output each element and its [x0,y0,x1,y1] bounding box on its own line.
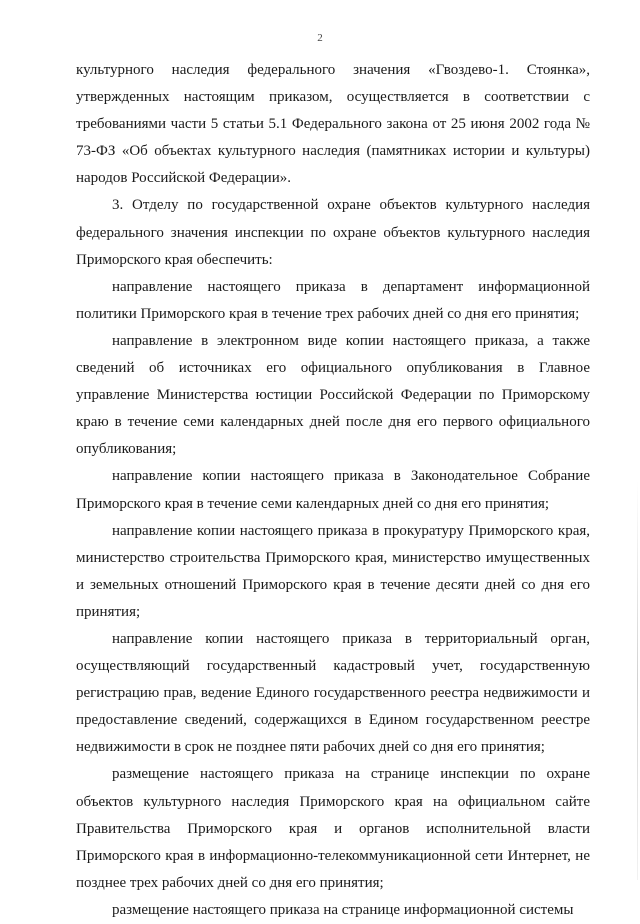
paragraph-item-3: 3. Отделу по государственной охране объектов культурного наследия федерального значения инспекции по охране объектов культурного наследия Приморского края обеспечить: [76,197,590,268]
paragraph-posting-info-system: размещение настоящего приказа на странице информационной системы [112,901,574,918]
paragraph-posting-official-site: размещение настоящего приказа на странице инспекции по охране объектов культурного наследия Приморского края на официальном сайте Правительства Приморского края и органов исполнительной власти Приморского края в информационно-телекоммуникационной сети Интернет, не позднее трех рабочих дней со дня его принятия; [76,766,590,891]
page-number: 2 [317,32,323,44]
document-body [76,57,590,924]
paragraph-sending-justice-ministry: направление в электронном виде копии настоящего приказа, а также сведений об источниках его официального опубликования в Главное управление Министерства юстиции Российской Федерации по Приморскому краю в течение семи календарных дней после дня его первого официального опубликования; [76,332,590,458]
paragraph-sending-legislative-assembly: направление копии настоящего приказа в Законодательное Собрание Приморского края в течение семи календарных дней со дня его принятия; [76,468,590,512]
paragraph-sending-info-policy: направление настоящего приказа в департамент информационной политики Приморского края в течение трех рабочих дней со дня его принятия; [76,278,590,322]
paragraph-sending-prosecutor: направление копии настоящего приказа в прокуратуру Приморского края, министерство строительства Приморского края, министерство имущественных и земельных отношений Приморского края в течение десяти дней со дня его принятия; [76,522,590,620]
paragraph-sending-cadastral-body: направление копии настоящего приказа в территориальный орган, осуществляющий государственный кадастровый учет, государственную регистрацию прав, ведение Единого государственного реестра недвижимости и предоставление сведений, содержащихся в Едином государственном реестре недвижимости в срок не позднее пяти рабочих дней со дня его принятия; [76,630,590,756]
scan-edge-shadow [637,480,638,880]
paragraph-continuation: культурного наследия федерального значения «Гвоздево-1. Стоянка», утвержденных настоящим приказом, осуществляется в соответствии с требованиями части 5 статьи 5.1 Федерального закона от 25 июня 2002 года № 73-ФЗ «Об объектах культурного наследия (памятниках истории и культуры) народов Российской Федерации». [76,62,590,187]
